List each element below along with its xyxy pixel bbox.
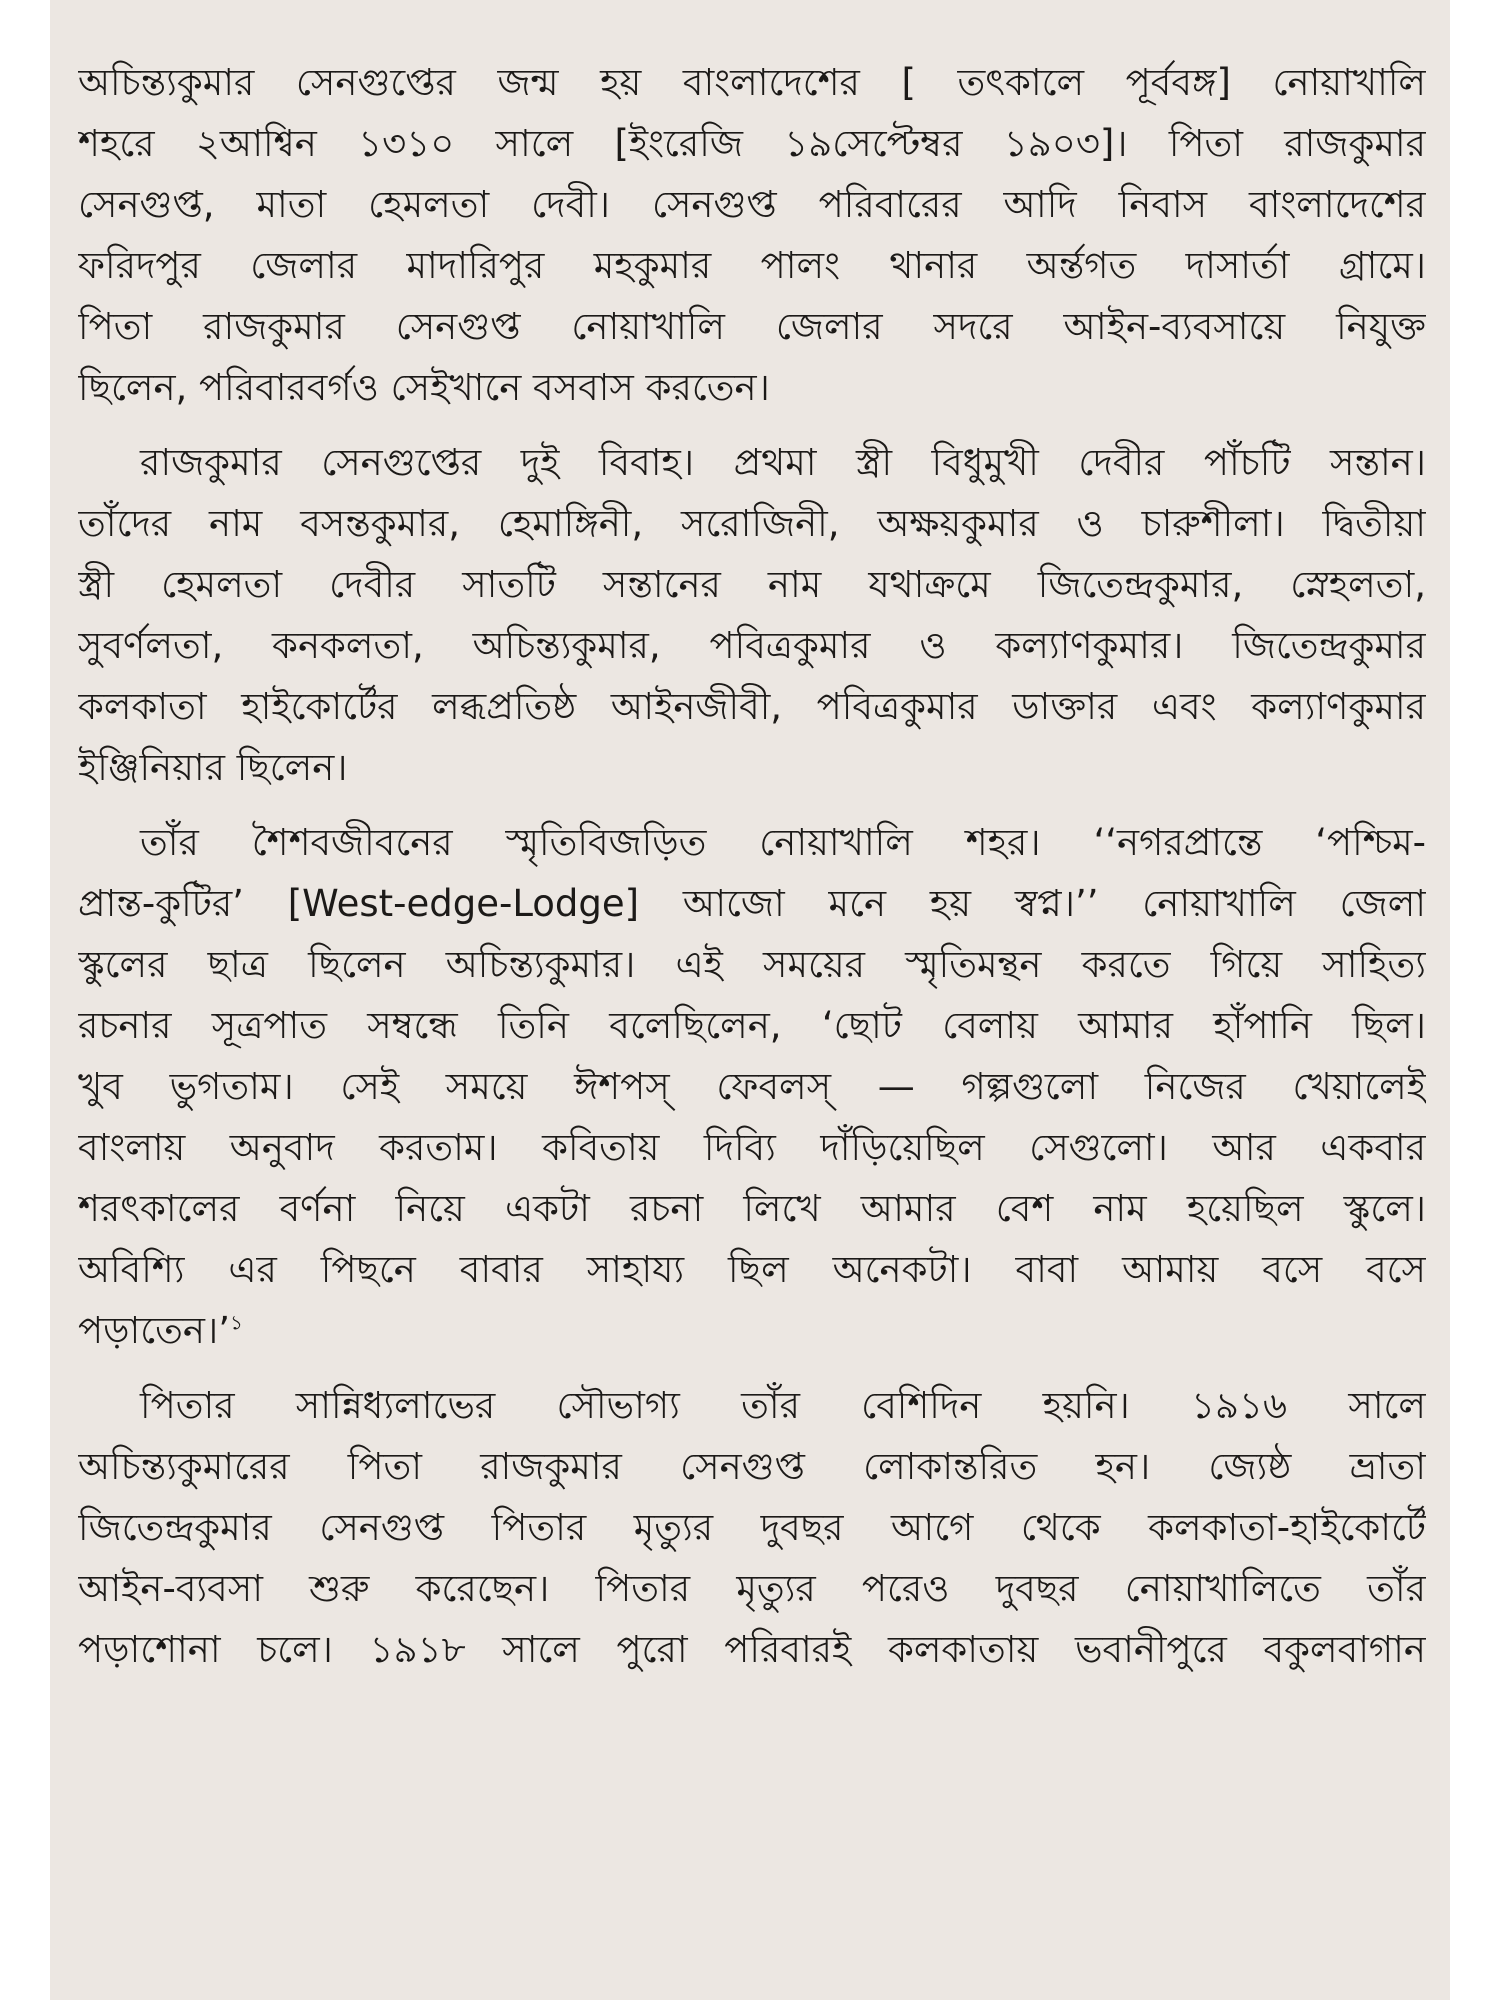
text-line: তাঁদের নাম বসন্তকুমার, হেমাঙ্গিনী, সরোজিনী, অক্ষয়কুমার ও চারুশীলা। দ্বিতীয়া bbox=[78, 502, 1426, 545]
text-line: শহরে ২আশ্বিন ১৩১০ সালে [ইংরেজি ১৯সেপ্টেম্বর ১৯০৩]। পিতা রাজকুমার bbox=[78, 122, 1426, 165]
text-line: ফরিদপুর জেলার মাদারিপুর মহকুমার পালং থানার অর্ন্তগত দাসার্তা গ্রামে। bbox=[78, 244, 1426, 287]
text-line: অচিন্ত্যকুমারের পিতা রাজকুমার সেনগুপ্ত লোকান্তরিত হন। জ্যেষ্ঠ ভ্রাতা bbox=[78, 1445, 1426, 1488]
text-line: অচিন্ত্যকুমার সেনগুপ্তের জন্ম হয় বাংলাদেশের [ তৎকালে পূর্ববঙ্গ] নোয়াখালি bbox=[78, 61, 1426, 104]
text-line: রচনার সূত্রপাত সম্বন্ধে তিনি বলেছিলেন, ‘ছোট বেলায় আমার হাঁপানি ছিল। bbox=[78, 1004, 1426, 1047]
text-line: সুবর্ণলতা, কনকলতা, অচিন্ত্যকুমার, পবিত্রকুমার ও কল্যাণকুমার। জিতেন্দ্রকুমার bbox=[78, 624, 1426, 667]
text-line: প্রান্ত-কুটির’ [West-edge-Lodge] আজো মনে হয় স্বপ্ন।’’ নোয়াখালি জেলা bbox=[78, 882, 1426, 925]
book-page bbox=[50, 0, 1450, 2000]
text-line-with-footnote bbox=[78, 1300, 1426, 1361]
text-line: তাঁর শৈশবজীবনের স্মৃতিবিজড়িত নোয়াখালি শহর। ‘‘নগরপ্রান্তে ‘পশ্চিম- bbox=[140, 821, 1426, 864]
text-line: আইন-ব্যবসা শুরু করেছেন। পিতার মৃত্যুর পরেও দুবছর নোয়াখালিতে তাঁর bbox=[78, 1567, 1426, 1610]
text-line: পিতা রাজকুমার সেনগুপ্ত নোয়াখালি জেলার সদরে আইন-ব্যবসায়ে নিযুক্ত bbox=[78, 305, 1426, 348]
text-line: শরৎকালের বর্ণনা নিয়ে একটা রচনা লিখে আমার বেশ নাম হয়েছিল স্কুলে। bbox=[78, 1187, 1426, 1230]
text-line: স্ত্রী হেমলতা দেবীর সাতটি সন্তানের নাম যথাক্রমে জিতেন্দ্রকুমার, স্নেহলতা, bbox=[78, 563, 1426, 606]
text-line: কলকাতা হাইকোর্টের লব্ধপ্রতিষ্ঠ আইনজীবী, পবিত্রকুমার ডাক্তার এবং কল্যাণকুমার bbox=[78, 685, 1426, 728]
text-line: পিতার সান্নিধ্যলাভের সৌভাগ্য তাঁর বেশিদিন হয়নি। ১৯১৬ সালে bbox=[140, 1384, 1426, 1427]
text-line: সেনগুপ্ত, মাতা হেমলতা দেবী। সেনগুপ্ত পরিবারের আদি নিবাস বাংলাদেশের bbox=[78, 183, 1426, 226]
text-line: পড়াশোনা চলে। ১৯১৮ সালে পুরো পরিবারই কলকাতায় ভবানীপুরে বকুলবাগান bbox=[78, 1628, 1426, 1671]
page-text bbox=[78, 52, 1426, 1680]
paragraph-2 bbox=[78, 432, 1426, 798]
text-line: ছিলেন, পরিবারবর্গও সেইখানে বসবাস করতেন। bbox=[78, 366, 770, 409]
text-line: বাংলায় অনুবাদ করতাম। কবিতায় দিব্যি দাঁড়িয়েছিল সেগুলো। আর একবার bbox=[78, 1126, 1426, 1169]
text-line-content: পড়াতেন।’ bbox=[78, 1309, 230, 1352]
text-line: অবিশ্যি এর পিছনে বাবার সাহায্য ছিল অনেকটা। বাবা আমায় বসে বসে bbox=[78, 1248, 1426, 1291]
text-line: জিতেন্দ্রকুমার সেনগুপ্ত পিতার মৃত্যুর দুবছর আগে থেকে কলকাতা-হাইকোর্টে bbox=[78, 1506, 1426, 1549]
text-line: রাজকুমার সেনগুপ্তের দুই বিবাহ। প্রথমা স্ত্রী বিধুমুখী দেবীর পাঁচটি সন্তান। bbox=[140, 441, 1426, 484]
paragraph-1 bbox=[78, 52, 1426, 418]
text-line: খুব ভুগতাম। সেই সময়ে ঈশপস্ ফেবলস্ — গল্পগুলো নিজের খেয়ালেই bbox=[78, 1065, 1426, 1108]
text-line: ইঞ্জিনিয়ার ছিলেন। bbox=[78, 746, 348, 789]
paragraph-4 bbox=[78, 1375, 1426, 1680]
footnote-mark: ১ bbox=[229, 1310, 243, 1335]
paragraph-3 bbox=[78, 812, 1426, 1361]
text-line: স্কুলের ছাত্র ছিলেন অচিন্ত্যকুমার। এই সময়ের স্মৃতিমন্থন করতে গিয়ে সাহিত্য bbox=[78, 943, 1426, 986]
